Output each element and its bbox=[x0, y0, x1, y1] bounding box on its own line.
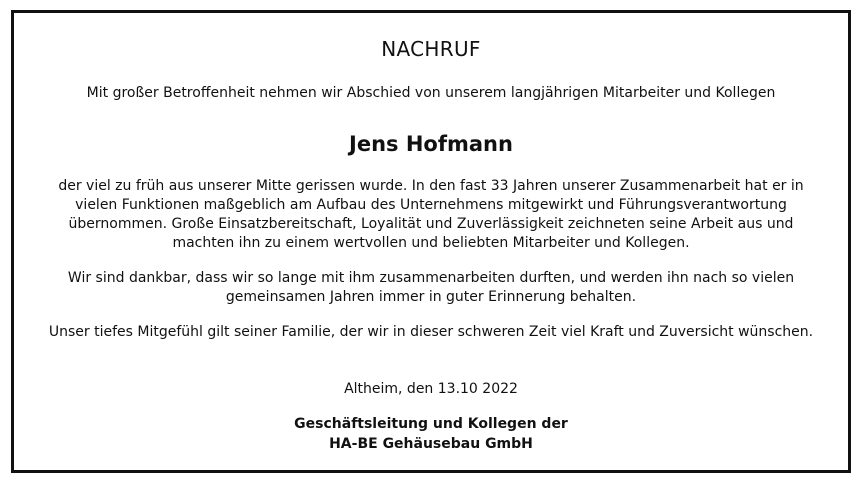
gratitude-paragraph: Wir sind dankbar, dass wir so lange mit ihm zusammenarbeiten durften, und werden ihn nach so vielen gemeinsamen Jahren immer in guter Erinnerung behalten. bbox=[67, 270, 795, 305]
signature-block bbox=[14, 414, 848, 454]
signature-line-2: HA-BE Gehäusebau GmbH bbox=[329, 436, 533, 452]
obituary-title: NACHRUF bbox=[381, 37, 481, 61]
obituary-frame bbox=[11, 10, 851, 473]
intro-text: Mit großer Betroffenheit nehmen wir Abschied von unserem langjährigen Mitarbeiter und Kollegen bbox=[86, 85, 776, 101]
deceased-name: Jens Hofmann bbox=[349, 132, 513, 156]
condolence-paragraph: Unser tiefes Mitgefühl gilt seiner Familie, der wir in dieser schweren Zeit viel Kraft und Zuversicht wünschen. bbox=[48, 324, 814, 340]
tribute-paragraph: der viel zu früh aus unserer Mitte gerissen wurde. In den fast 33 Jahren unserer Zusammenarbeit hat er in vielen Funktionen maßgeblich am Aufbau des Unternehmens mitgewirkt und Führungsverantwortung übernommen. Große Einsatzbereitschaft, Loyalität und Zuverlässigkeit zeichneten seine Arbeit aus und machten ihn zu einem wertvollen und beliebten Mitarbeiter und Kollegen. bbox=[58, 178, 804, 251]
place-and-date: Altheim, den 13.10 2022 bbox=[344, 381, 518, 397]
signature-line-1: Geschäftsleitung und Kollegen der bbox=[294, 416, 568, 432]
